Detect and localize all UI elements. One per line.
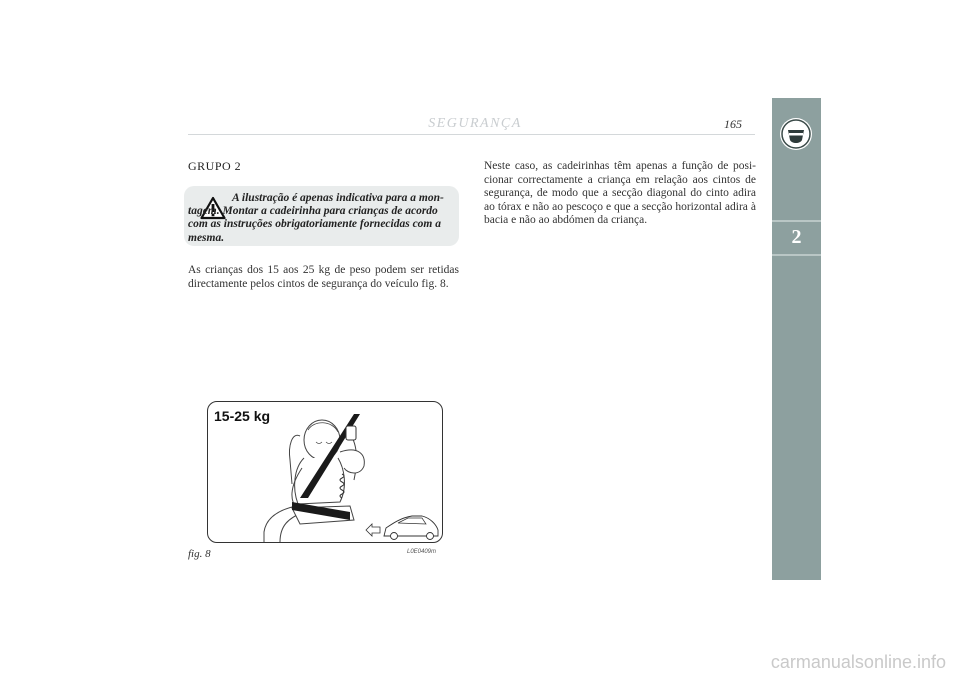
tab-divider-top bbox=[772, 220, 821, 222]
chapter-side-tab bbox=[772, 98, 821, 580]
tab-divider-bottom bbox=[772, 254, 821, 256]
lancia-logo-icon bbox=[780, 118, 812, 150]
warning-text: A ilustração é apenas indicativa para a mon-tagem. Montar a cadeirinha para crianças de acordo com as instruções obrigatoriamente fornecidas com a mesma. bbox=[188, 192, 444, 244]
right-paragraph: Neste caso, as cadeirinhas têm apenas a função de posi-cionar correctamente a criança em relação aos cintos de segurança, de modo que a secção diagonal do cinto adira ao tórax e não ao pescoço e que a secção horizontal adira à bacia e não ao abdómen da criança. bbox=[484, 160, 756, 227]
weight-label: 15-25 kg bbox=[214, 408, 271, 424]
header-title: SEGURANÇA bbox=[428, 116, 522, 131]
figure-8-illustration bbox=[207, 401, 443, 543]
figure-caption: fig. 8 bbox=[188, 548, 211, 560]
section-heading: GRUPO 2 bbox=[188, 159, 242, 173]
watermark: carmanualsonline.info bbox=[770, 652, 946, 672]
figure-code: L0E0409m bbox=[407, 549, 437, 555]
chapter-number: 2 bbox=[791, 226, 802, 248]
warning-box bbox=[184, 186, 459, 246]
left-paragraph: As crianças dos 15 aos 25 kg de peso podem ser retidas directamente pelos cintos de segurança do veículo fig. 8. bbox=[188, 264, 459, 290]
header-rule bbox=[188, 134, 755, 135]
page-number: 165 bbox=[724, 117, 742, 131]
